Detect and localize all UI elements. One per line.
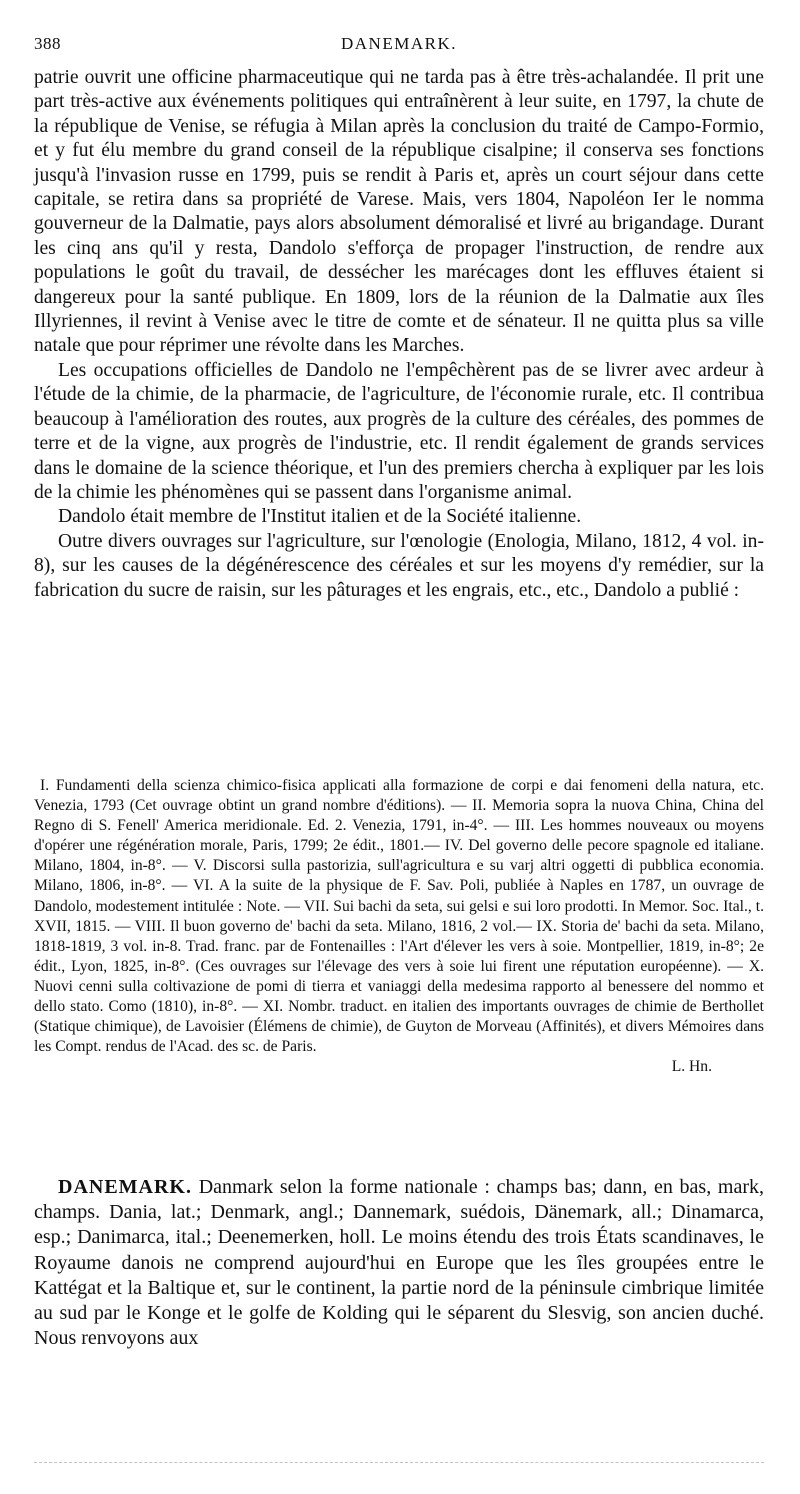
page-number: 388 [34, 34, 61, 53]
paragraph-3: Dandolo était membre de l'Institut italien et de la Société italienne. [58, 506, 582, 528]
paragraph-4: Outre divers ouvrages sur l'agriculture, sur l'œnologie (Enologia, Milano, 1812, 4 vol. in-8), sur les causes de la dégénérescence des céréales et sur les moyens d'y remédier, sur la fabrication du sucre de raisin, sur les pâturages et les engrais, etc., etc., Dandolo a publié : [34, 530, 764, 601]
entry-danemark [34, 1175, 764, 1351]
paragraph-2: Les occupations officielles de Dandolo ne l'empêchèrent pas de se livrer avec ardeur à l'étude de la chimie, de la pharmacie, de l'agriculture, de l'économie rurale, etc. Il contribua beaucoup à l'amélioration des routes, aux progrès de la culture des céréales, des pommes de terre et de la vigne, aux progrès de l'industrie, etc. Il rendit également de grands services dans le domaine de la science théorique, et l'un des premiers chercha à expliquer par les lois de la chimie les phénomènes qui se passent dans l'organisme animal. [34, 359, 764, 503]
entry-body: Danmark selon la forme nationale : champs bas; dann, en bas, mark, champs. Dania, lat.; Denmark, angl.; Dannemark, suédois, Dänemark, all.; Dinamarca, esp.; Danimarca, ital.; Deenemerken, holl. Le moins étendu des trois États scandinaves, le Royaume danois ne comprend aujourd'hui en Europe que les îles groupées entre le Kattégat et la Baltique et, sur le continent, la partie nord de la péninsule cimbrique limitée au sud par le Konge et le golfe de Kolding qui le séparent du Slesvig, son ancien duché. Nous renvoyons aux [34, 1176, 765, 1350]
entry-paragraph [34, 1175, 764, 1351]
article-body [34, 66, 764, 603]
entry-headword: DANEMARK. [58, 1176, 192, 1198]
paragraph-1: patrie ouvrit une officine pharmaceutique qui ne tarda pas à être très-achalandée. Il prit une part très-active aux événements politiques qui entraînèrent à leur suite, en 1797, la chute de la république de Venise, se réfugia à Milan après la conclusion du traité de Campo-Formio, et y fut élu membre du grand conseil de la république cisalpine; il conserva ses fonctions jusqu'à l'invasion russe en 1799, puis se rendit à Paris et, après un court séjour dans cette capitale, se retira dans sa propriété de Varese. Mais, vers 1804, Napoléon Ier le nomma gouverneur de la Dalmatie, pays alors absolument démoralisé et livré au brigandage. Durant les cinq ans qu'il y resta, Dandolo s'efforça de propager l'instruction, de rendre aux populations le goût du travail, de dessécher les marécages dont les effluves étaient si dangereux pour la santé publique. En 1809, lors de la réunion de la Dalmatie aux îles Illyriennes, il revint à Venise avec le titre de comte et de sénateur. Il ne quitta plus sa ville natale que pour réprimer une révolte dans les Marches. [34, 67, 764, 357]
bibliography-notes [34, 776, 764, 1077]
bibliography-text: I. Fundamenti della scienza chimico-fisica applicati alla formazione de corpi e dai fenomeni della natura, etc. Venezia, 1793 (Cet ouvrage obtint un grand nombre d'éditions). — II. Memoria sopra la nuova China, China del Regno di S. Fenell' America meridionale. Ed. 2. Venezia, 1791, in-4°. — III. Les hommes nouveaux ou moyens d'opérer une régénération morale, Paris, 1799; 2e édit., 1801.— IV. Del governo delle pecore spagnole ed italiane. Milano, 1804, in-8°. — V. Discorsi sulla pastorizia, sull'agricultura e su varj altri oggetti di pubblica economia. Milano, 1806, in-8°. — VI. A la suite de la physique de F. Sav. Poli, publiée à Naples en 1787, un ouvrage de Dandolo, modestement intitulée : Note. — VII. Sui bachi da seta, sui gelsi e sui loro prodotti. In Memor. Soc. Ital., t. XVII, 1815. — VIII. Il buon governo de' bachi da seta. Milano, 1816, 2 vol.— IX. Storia de' bachi da seta. Milano, 1818-1819, 3 vol. in-8. Trad. franc. par de Fontenailles : l'Art d'élever les vers à soie. Montpellier, 1819, in-8°; 2e édit., Lyon, 1825, in-8°. (Ces ouvrages sur l'élevage des vers à soie lui firent une réputation européenne). — X. Nuovi cenni sulla coltivazione de pomi di tierra et vaniaggi della medesima rapporto al benessere del nommo et dello stato. Como (1810), in-8°. — XI. Nombr. traduct. en italien des importants ouvrages de chimie de Berthollet (Statique chimique), de Lavoisier (Élémens de chimie), de Guyton de Morveau (Affinités), et divers Mémoires dans les Compt. rendus de l'Acad. des sc. de Paris. [34, 777, 764, 1056]
header-title: DANEMARK. [341, 34, 457, 53]
running-header [34, 34, 764, 56]
author-signature: L. Hn. [671, 1058, 712, 1076]
page-bottom-rule [34, 1462, 764, 1463]
